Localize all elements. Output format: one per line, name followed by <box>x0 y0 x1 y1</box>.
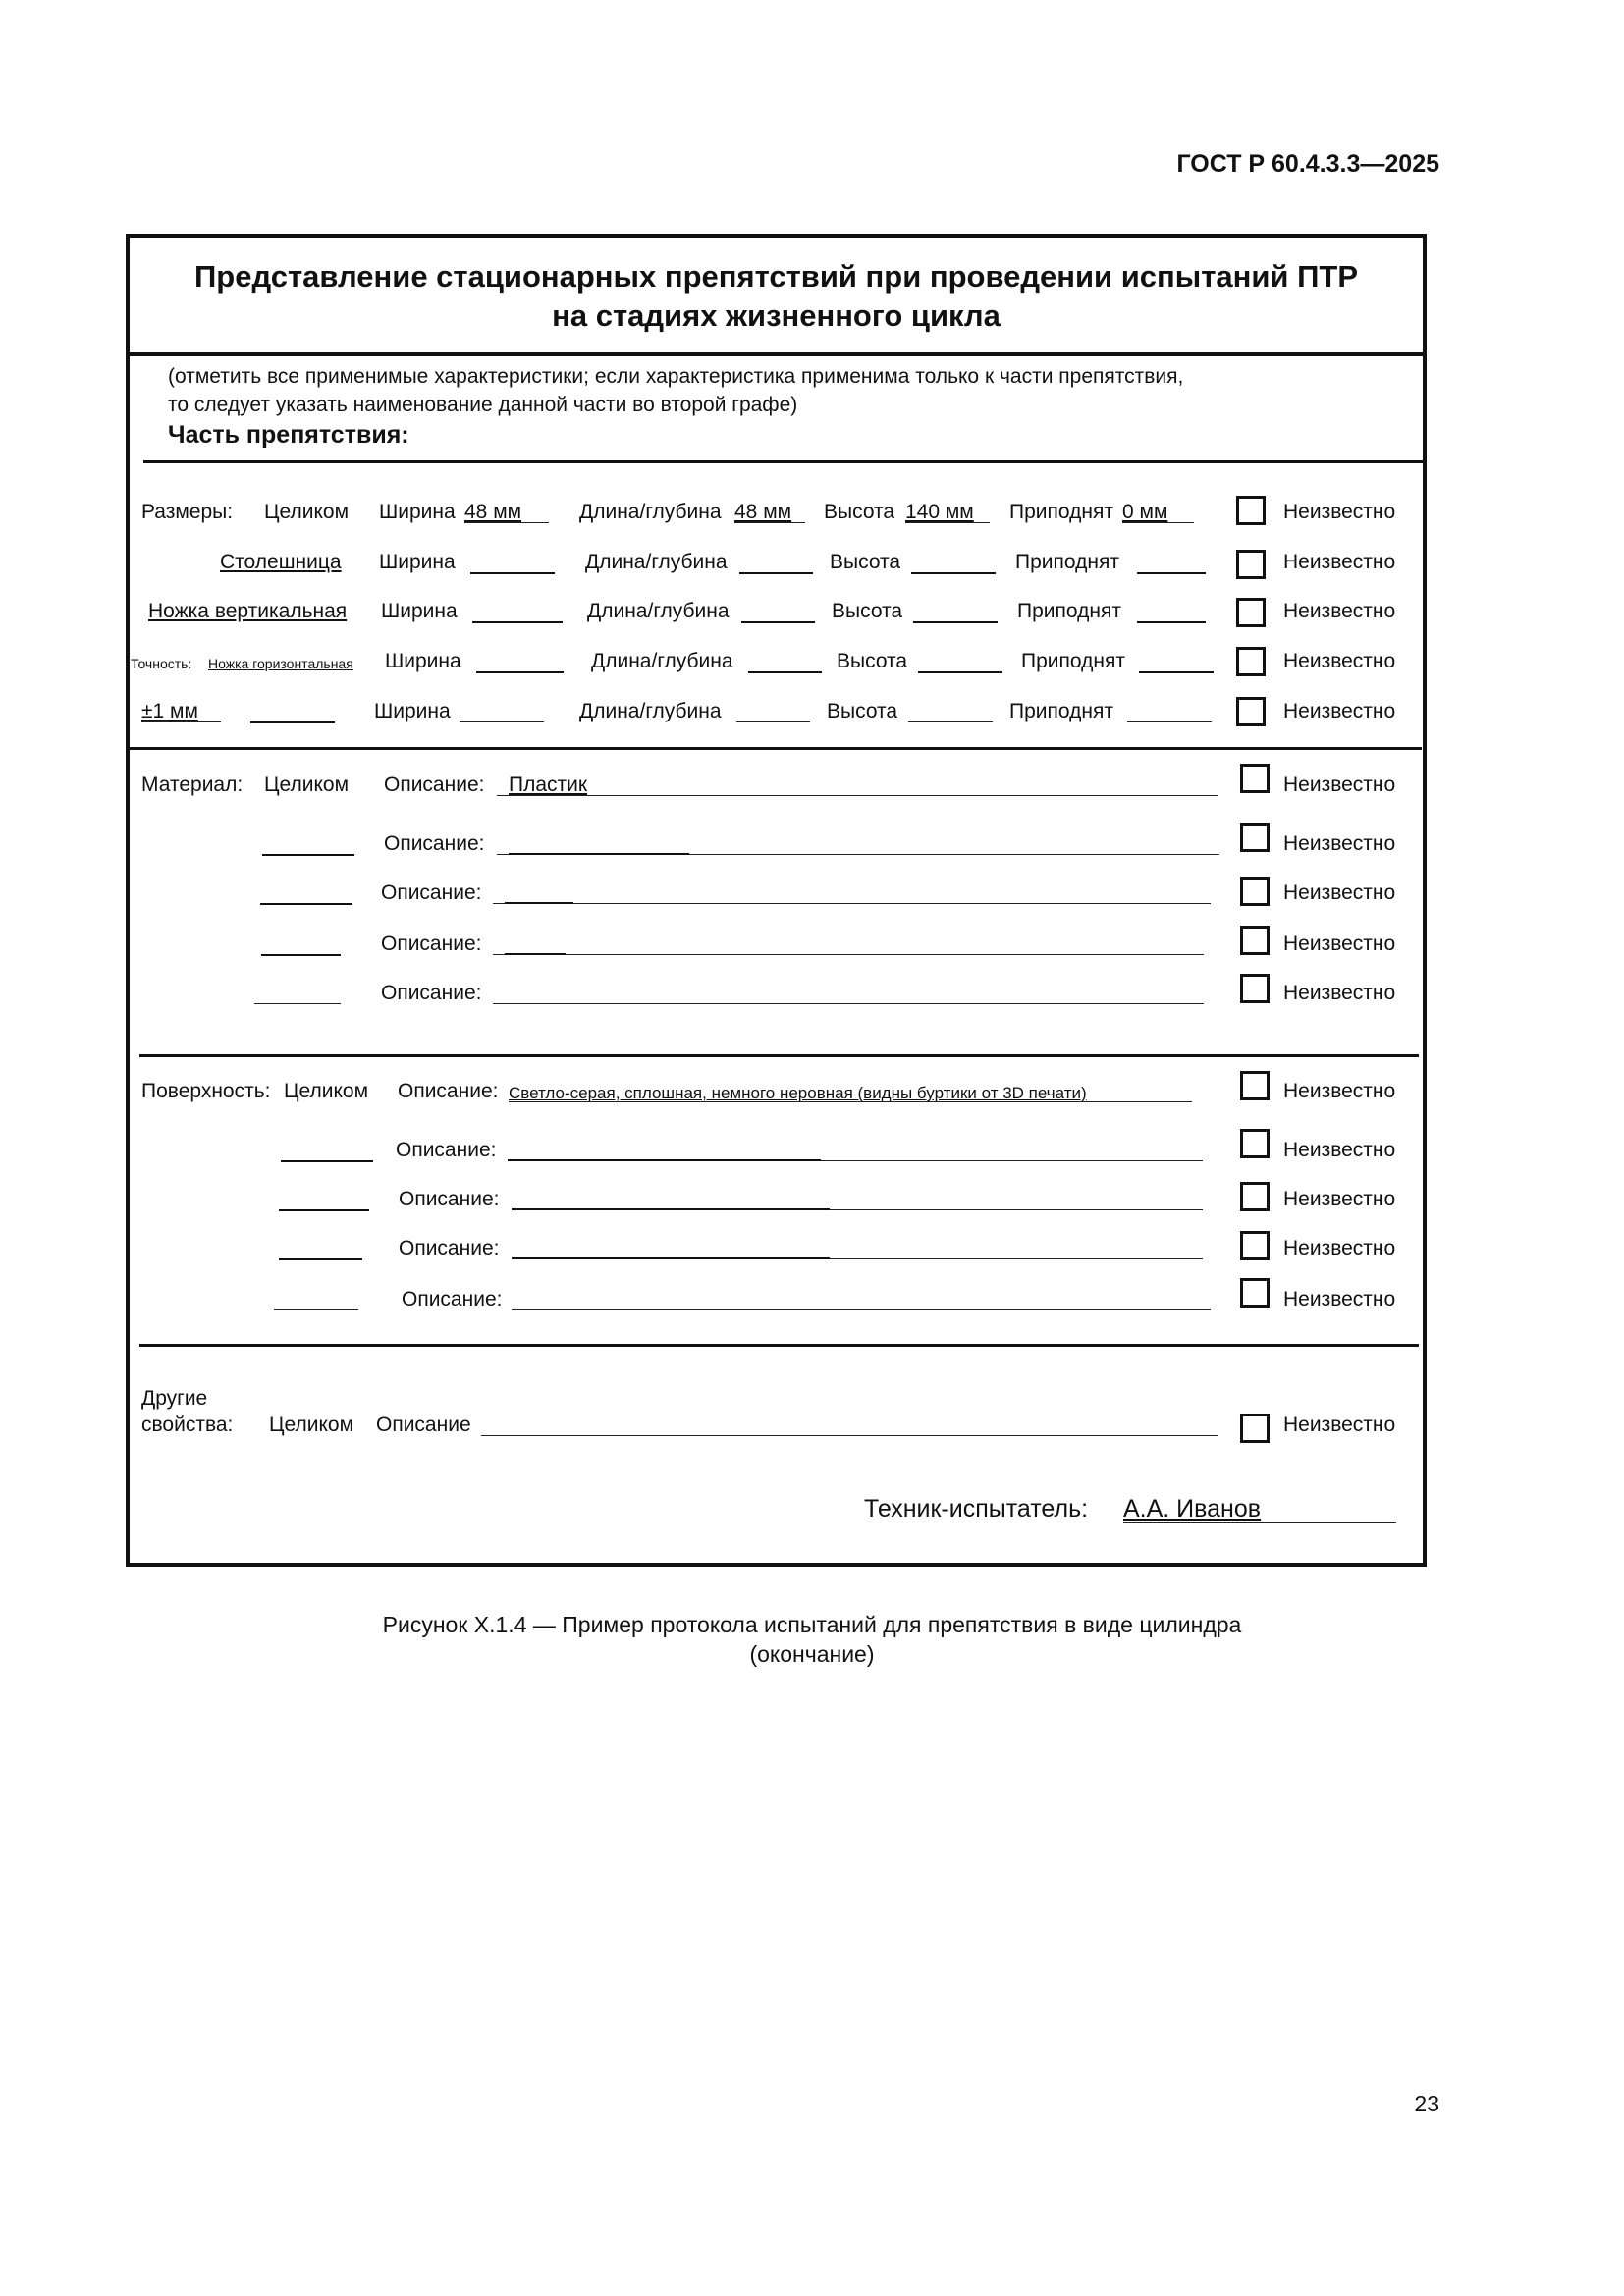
sizes-r3-part[interactable]: Ножка вертикальная <box>148 600 348 622</box>
material-r3-unknown-checkbox[interactable] <box>1240 877 1270 906</box>
sizes-r5-width-label: Ширина <box>374 700 451 722</box>
material-r4-desc-label: Описание: <box>381 933 482 955</box>
surface-r4-desc-mark <box>512 1257 830 1259</box>
form-title <box>130 238 1423 356</box>
sizes-r5-height-line[interactable] <box>908 721 993 722</box>
material-r1-desc-label: Описание: <box>384 774 485 796</box>
sizes-r3-height-label: Высота <box>832 600 903 622</box>
material-r2-unknown-label: Неизвестно <box>1283 832 1396 855</box>
sizes-r1-height-label: Высота <box>824 501 895 523</box>
material-r2-part-line[interactable] <box>262 854 354 856</box>
material-r1-desc-line <box>497 795 1218 796</box>
surface-r1-desc-value[interactable]: Светло-серая, сплошная, немного неровная (видны буртики от 3D печати) <box>509 1084 1087 1102</box>
sizes-r4-height-line[interactable] <box>918 671 1002 673</box>
surface-r1-desc-line <box>509 1101 1192 1102</box>
surface-r4-part-line[interactable] <box>279 1258 362 1260</box>
sizes-r1-length-label: Длина/глубина <box>579 501 722 523</box>
material-r5-part-line[interactable] <box>254 1003 341 1004</box>
material-r5-unknown-checkbox[interactable] <box>1240 974 1270 1003</box>
form-note-line2: то следует указать наименование данной части во второй графе) <box>168 394 798 416</box>
sizes-r1-whole: Целиком <box>264 501 350 523</box>
surface-r3-desc-mark <box>512 1208 830 1210</box>
sizes-r1-width-label: Ширина <box>379 501 456 523</box>
other-desc-label: Описание <box>376 1414 471 1436</box>
sizes-r4-width-label: Ширина <box>385 650 461 672</box>
material-r1-unknown-label: Неизвестно <box>1283 774 1396 796</box>
figure-caption-line2: (окончание) <box>749 1641 875 1667</box>
material-r4-desc-line[interactable] <box>493 954 1204 955</box>
surface-r3-part-line[interactable] <box>279 1209 369 1211</box>
signature-line <box>1123 1522 1396 1523</box>
signature-name[interactable]: А.А. Иванов <box>1123 1495 1262 1522</box>
sizes-r5-length-label: Длина/глубина <box>579 700 722 722</box>
surface-r4-desc-label: Описание: <box>399 1237 500 1259</box>
separator-material <box>139 1054 1419 1057</box>
material-r4-unknown-checkbox[interactable] <box>1240 926 1270 955</box>
material-r2-desc-label: Описание: <box>384 832 485 855</box>
sizes-r4-length-label: Длина/глубина <box>591 650 733 672</box>
sizes-r4-accuracy-prefix: Точность: <box>131 656 192 671</box>
sizes-r2-height-line[interactable] <box>911 572 996 574</box>
sizes-r1-length-value[interactable]: 48 мм <box>734 501 792 523</box>
other-label-line1: Другие <box>141 1387 208 1410</box>
sizes-r2-unknown-checkbox[interactable] <box>1236 550 1266 579</box>
sizes-r3-width-line[interactable] <box>472 621 563 623</box>
figure-caption-line1: Рисунок Х.1.4 — Пример протокола испытаний для препятствия в виде цилиндра <box>382 1612 1242 1637</box>
sizes-r3-width-label: Ширина <box>381 600 458 622</box>
separator-surface <box>139 1344 1419 1347</box>
material-r3-part-line[interactable] <box>260 903 352 905</box>
sizes-r5-width-line[interactable] <box>460 721 544 722</box>
sizes-r4-part[interactable]: Ножка горизонтальная <box>208 656 353 671</box>
surface-r2-unknown-label: Неизвестно <box>1283 1139 1396 1161</box>
material-r1-unknown-checkbox[interactable] <box>1240 764 1270 793</box>
sizes-r4-unknown-label: Неизвестно <box>1283 650 1396 672</box>
other-whole: Целиком <box>269 1414 354 1436</box>
material-r1-desc-value[interactable]: Пластик <box>509 774 588 796</box>
material-r4-desc-mark <box>505 953 566 955</box>
surface-r3-unknown-checkbox[interactable] <box>1240 1182 1270 1211</box>
sizes-r1-raised-line <box>1122 522 1194 523</box>
surface-r2-unknown-checkbox[interactable] <box>1240 1129 1270 1158</box>
sizes-r3-height-line[interactable] <box>913 621 998 623</box>
material-r5-desc-label: Описание: <box>381 982 482 1004</box>
sizes-r5-part-line[interactable] <box>250 721 335 723</box>
sizes-r3-unknown-checkbox[interactable] <box>1236 598 1266 627</box>
surface-r1-unknown-checkbox[interactable] <box>1240 1071 1270 1100</box>
material-r5-unknown-label: Неизвестно <box>1283 982 1396 1004</box>
sizes-r2-width-label: Ширина <box>379 551 456 573</box>
surface-r5-desc-label: Описание: <box>402 1288 503 1310</box>
sizes-r2-length-line[interactable] <box>739 572 813 574</box>
sizes-r1-height-line <box>905 522 990 523</box>
sizes-r5-raised-line[interactable] <box>1127 721 1212 722</box>
sizes-r1-unknown-label: Неизвестно <box>1283 501 1396 523</box>
sizes-r5-height-label: Высота <box>827 700 898 722</box>
surface-r5-desc-line[interactable] <box>512 1309 1211 1310</box>
sizes-r3-length-label: Длина/глубина <box>587 600 730 622</box>
surface-r1-desc-label: Описание: <box>398 1080 499 1102</box>
signature-label: Техник-испытатель: <box>864 1495 1089 1522</box>
other-label-line2: свойства: <box>141 1414 234 1436</box>
surface-r4-unknown-checkbox[interactable] <box>1240 1231 1270 1260</box>
other-desc-line[interactable] <box>481 1435 1218 1436</box>
material-r3-desc-label: Описание: <box>381 881 482 904</box>
material-r1-whole: Целиком <box>264 774 350 796</box>
sizes-r4-width-line[interactable] <box>476 671 564 673</box>
surface-r2-part-line[interactable] <box>281 1160 373 1162</box>
sizes-r5-unknown-label: Неизвестно <box>1283 700 1396 722</box>
surface-r1-unknown-label: Неизвестно <box>1283 1080 1396 1102</box>
surface-r2-desc-label: Описание: <box>396 1139 497 1161</box>
sizes-r3-raised-label: Приподнят <box>1017 600 1121 622</box>
sizes-r1-unknown-checkbox[interactable] <box>1236 496 1266 525</box>
surface-r5-unknown-label: Неизвестно <box>1283 1288 1396 1310</box>
sizes-label: Размеры: <box>141 501 234 523</box>
page-number: 23 <box>1414 2091 1439 2116</box>
surface-r4-unknown-label: Неизвестно <box>1283 1237 1396 1259</box>
sizes-r4-length-line[interactable] <box>748 671 822 673</box>
sizes-r2-raised-line[interactable] <box>1137 572 1206 574</box>
material-label: Материал: <box>141 774 244 796</box>
sizes-r1-width-line <box>464 522 549 523</box>
sizes-r2-length-label: Длина/глубина <box>585 551 728 573</box>
sizes-r2-width-line[interactable] <box>470 572 555 574</box>
sizes-r2-part[interactable]: Столешница <box>220 551 342 573</box>
sizes-r4-unknown-checkbox[interactable] <box>1236 647 1266 676</box>
document-code: ГОСТ Р 60.4.3.3—2025 <box>1176 150 1439 178</box>
sizes-r3-unknown-label: Неизвестно <box>1283 600 1396 622</box>
form-title-line1: Представление стационарных препятствий при проведении испытаний ПТР <box>193 259 1358 294</box>
sizes-r5-accuracy-line <box>141 721 221 722</box>
surface-r5-part-line[interactable] <box>274 1309 358 1310</box>
material-r4-part-line[interactable] <box>261 954 341 956</box>
sizes-r2-unknown-label: Неизвестно <box>1283 551 1396 573</box>
sizes-r5-accuracy-value[interactable]: ±1 мм <box>141 700 198 722</box>
sizes-r5-unknown-checkbox[interactable] <box>1236 697 1266 726</box>
separator-part <box>143 460 1426 463</box>
sizes-r3-raised-line[interactable] <box>1137 621 1206 623</box>
sizes-r1-length-line <box>734 522 805 523</box>
surface-r3-unknown-label: Неизвестно <box>1283 1188 1396 1210</box>
sizes-r1-height-value[interactable]: 140 мм <box>905 501 974 523</box>
surface-r5-unknown-checkbox[interactable] <box>1240 1278 1270 1308</box>
other-unknown-label: Неизвестно <box>1283 1414 1396 1436</box>
material-r5-desc-line[interactable] <box>493 1003 1204 1004</box>
material-r3-desc-line[interactable] <box>493 903 1211 904</box>
sizes-r4-height-label: Высота <box>837 650 908 672</box>
sizes-r1-raised-value[interactable]: 0 мм <box>1122 501 1168 523</box>
sizes-r5-length-line[interactable] <box>736 721 810 722</box>
sizes-r1-raised-label: Приподнят <box>1009 501 1113 523</box>
material-r2-desc-mark <box>509 853 689 855</box>
surface-label: Поверхность: <box>141 1080 271 1102</box>
material-r4-unknown-label: Неизвестно <box>1283 933 1396 955</box>
sizes-r2-height-label: Высота <box>830 551 901 573</box>
other-unknown-checkbox[interactable] <box>1240 1414 1270 1443</box>
form-title-line2: на стадиях жизненного цикла <box>552 298 1001 333</box>
part-label: Часть препятствия: <box>168 421 409 449</box>
sizes-r1-width-value[interactable]: 48 мм <box>464 501 522 523</box>
form-note-line1: (отметить все применимые характеристики; если характеристика применима только к части препятствия, <box>168 365 1184 388</box>
surface-r1-whole: Целиком <box>284 1080 369 1102</box>
sizes-r5-raised-label: Приподнят <box>1009 700 1113 722</box>
sizes-r2-raised-label: Приподнят <box>1015 551 1119 573</box>
surface-r3-desc-label: Описание: <box>399 1188 500 1210</box>
material-r3-desc-mark <box>505 902 573 904</box>
sizes-r3-length-line[interactable] <box>741 621 815 623</box>
sizes-r4-raised-line[interactable] <box>1139 671 1214 673</box>
material-r3-unknown-label: Неизвестно <box>1283 881 1396 904</box>
material-r2-unknown-checkbox[interactable] <box>1240 823 1270 852</box>
separator-sizes <box>128 747 1422 750</box>
sizes-r4-raised-label: Приподнят <box>1021 650 1125 672</box>
surface-r2-desc-mark <box>508 1159 821 1161</box>
